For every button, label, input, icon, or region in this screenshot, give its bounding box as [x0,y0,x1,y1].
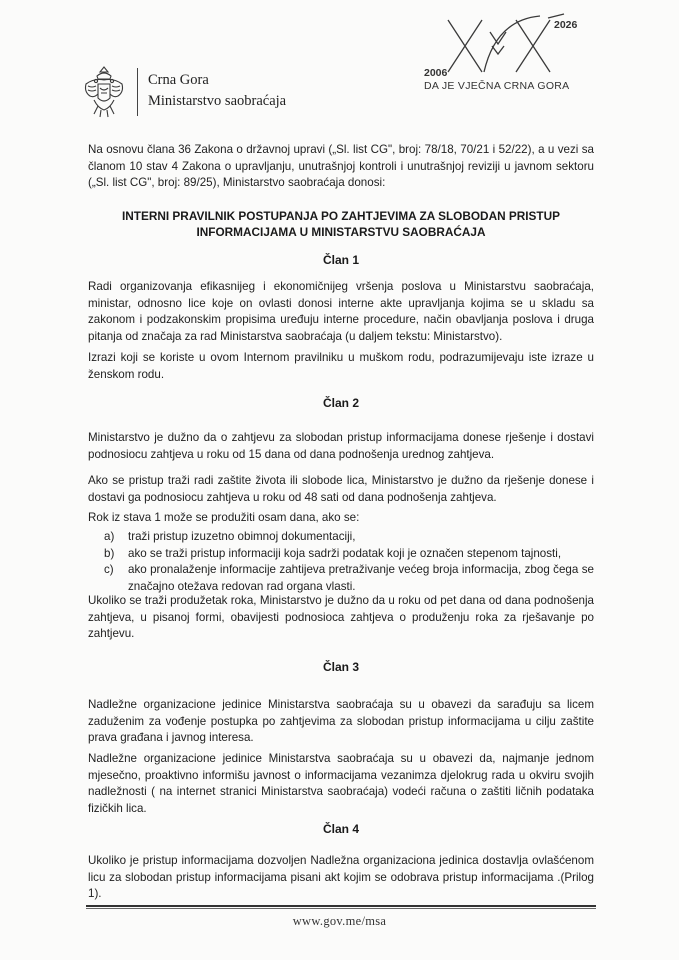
article-2-paragraph-1: Ministarstvo je dužno da o zahtjevu za slobodan pristup informacijama donese rješenje i dostavi podnosiocu zahtjeva u roku od 15 dana od dana podnošenja urednog zahtjeva. [88,431,594,461]
jubilee-year-end: 2026 [554,19,578,31]
list-item-text: ako se traži pristup informaciji koja sadrži podatak koji je označen stepenom tajnosti, [128,546,562,560]
document-title [88,208,594,240]
jubilee-year-start: 2006 [424,67,448,79]
article-2-heading: Član 2 [322,396,359,410]
footer-url: www.gov.me/msa [292,914,387,928]
article-2-paragraph-2: Ako se pristup traži radi zaštite života ili slobode lica, Ministarstvo je dužno da rješenje donese i dostavi ga podnosiocu zahtjeva u roku od 48 sati od dana podnošenja zahtjeva. [88,474,594,504]
article-2-paragraph-4: Ukoliko se traži produžetak roka, Ministarstvo je dužno da u roku od pet dana od dana podnošenja zahtjeva, u pisanoj formi, obavijesti podnosioca zahtjeva o produženju roka za rješavanje po zahtjevu. [88,594,594,641]
list-item-text: traži pristup izuzetno obimnoj dokumentaciji, [128,530,356,543]
header-institution [148,70,286,112]
list-item-marker: b) [104,546,115,560]
footer-rule [86,905,596,907]
title-line-1: INTERNI PRAVILNIK POSTUPANJA PO ZAHTJEVIMA ZA SLOBODAN PRISTUP [121,209,561,223]
article-1-heading: Član 1 [322,253,359,267]
list-item [104,562,594,595]
list-item-marker: c) [104,563,114,577]
article-3-paragraph-2: Nadležne organizacione jedinice Ministarstva saobraćaja su u obavezi da, najmanje jednom mjesečno, proaktivno informišu javnost o informacijama vezanimza djelokrug rada u okviru svojih nadležnosti ( na internet stranici Ministarstva saobraćaja) vodeći računa o zaštiti ličnih podataka fizičkih lica. [88,752,594,815]
article-2-paragraph-3: Rok iz stava 1 može se produžiti osam dana, ako se: [88,511,360,524]
jubilee-slogan: DA JE VJEČNA CRNA GORA [424,80,570,92]
coat-of-arms-icon [80,64,128,120]
list-item-marker: a) [104,530,115,543]
article-1-paragraph-1: Radi organizovanja efikasnijeg i ekonomičnijeg vršenja poslova u Ministarstvu saobraćaja, ministar, odnosno lice koje on ovlasti donosi interne akte upravljanja kojima se u skladu sa zakonom i podzakonskim propisima uređuju interne procedure, način obavljanja poslova i druga pitanja od značaja za rad Ministarstva saobraćaja (u daljem tekstu: Ministarstvo). [88,280,594,343]
article-1-paragraph-2: Izrazi koji se koriste u ovom Internom pravilniku u muškom rodu, podrazumijevaju iste izraze u ženskom rodu. [88,351,594,381]
footer-rule-thin [86,908,596,909]
list-item [104,529,594,546]
header-divider [137,68,138,116]
article-4-paragraph-1: Ukoliko je pristup informacijama dozvoljen Nadležna organizaciona jedinica dostavlja ovlašćenom licu za slobodan pristup informacijama pisani akt kojim se odobrava pristup informacijama .(Prilog 1). [88,854,594,901]
preamble: Na osnovu člana 36 Zakona o državnoj upravi („Sl. list CG", broj: 78/18, 70/21 i 52/22), a u vezi sa članom 10 stav 4 Zakona o upravljanju, unutrašnjoj kontroli i unutrašnjoj reviziji u javnom sektoru („Sl. list CG", broj: 89/25), Ministarstvo saobraćaja donosi: [88,143,594,190]
list-item [104,546,594,563]
extension-conditions-list [104,529,594,595]
article-3-paragraph-1: Nadležne organizacione jedinice Ministarstva saobraćaja su u obavezi da sarađuju sa licem zaduženim za vođenje postupka po zahtjevima za slobodan pristup informacijama u cilju zaštite prava građana i javnog interesa. [88,698,594,745]
ministry-name: Ministarstvo saobraćaja [148,93,287,109]
article-4-heading: Član 4 [322,822,359,836]
list-item-text: ako pronalaženje informacije zahtijeva pretraživanje većeg broja informacija, zbog čega se značajno otežava redovan rad organa vlasti. [128,563,594,593]
title-line-2: INFORMACIJAMA U MINISTARSTVU SAOBRAĆAJA [196,225,486,239]
country-name: Crna Gora [148,72,209,88]
article-3-heading: Član 3 [322,660,359,674]
